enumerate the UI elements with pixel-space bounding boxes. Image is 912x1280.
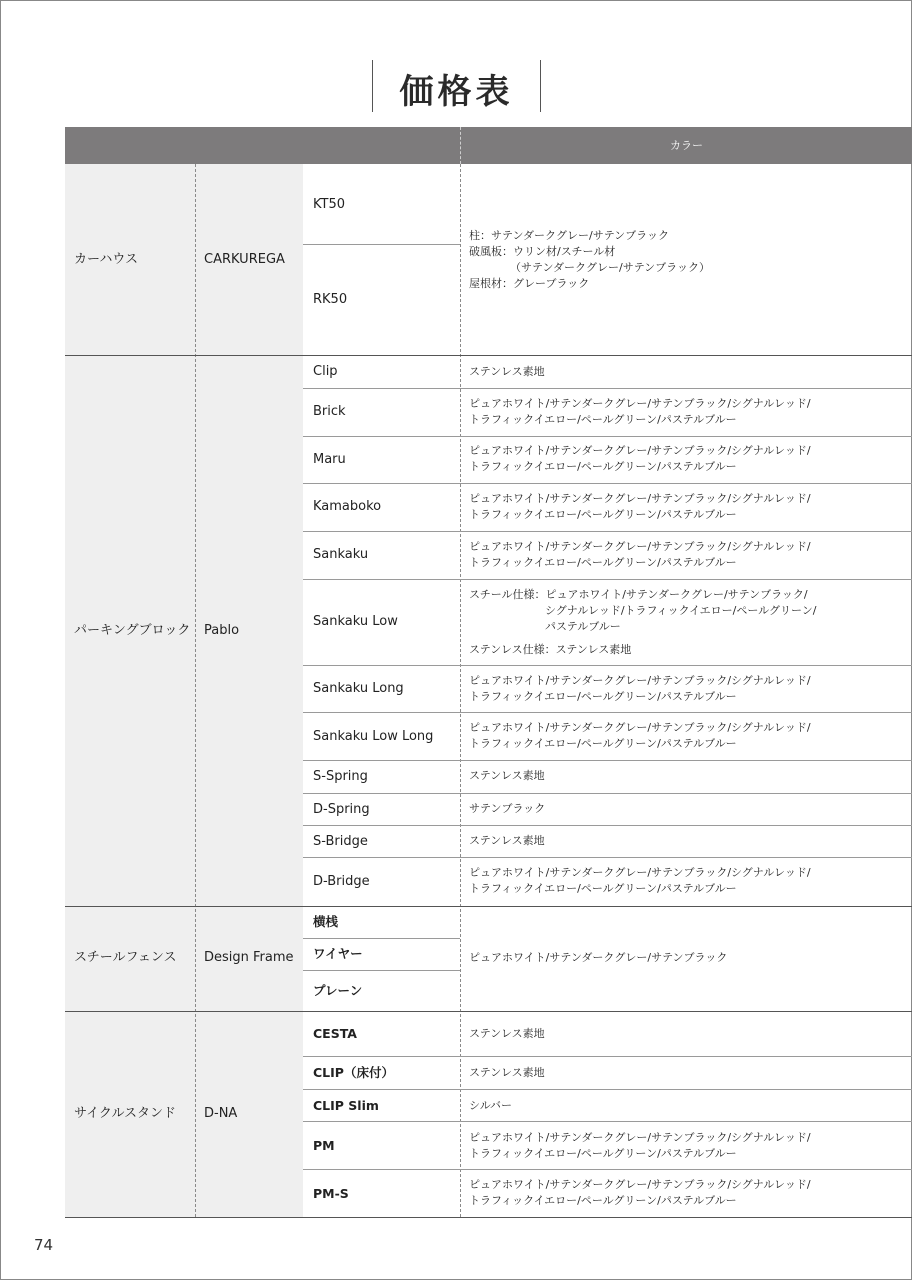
color-text: ピュアホワイト/サテンダークグレー/サテンブラック/シグナルレッド/ [469,1178,811,1191]
product-name: Sankaku [313,547,369,562]
color-text: （サテンダークグレー/サテンブラック） [510,261,710,274]
color-text: 柱：サテンダークグレー/サテンブラック [469,229,669,242]
product-name: Sankaku Low [313,614,398,629]
row-divider [303,1089,912,1090]
product-name: Sankaku Long [313,681,404,696]
color-text: ステンレス仕様：ステンレス素地 [469,643,632,656]
color-text: トラフィックイエロー/ペールグリーン/パステルブルー [469,556,737,569]
table-header [65,127,912,164]
row-divider [303,793,912,794]
product-color-divider [460,164,461,1217]
row-divider [303,665,912,666]
category-cycle-stand: サイクルスタンド [74,1106,177,1121]
color-text: シグナルレッド/トラフィックイエロー/ペールグリーン/ [545,604,817,617]
row-divider [303,1121,912,1122]
color-text: ステンレス素地 [469,1027,545,1040]
product-name: CLIP（床付） [313,1065,394,1080]
row-divider [303,244,460,245]
row-divider [303,970,460,971]
category-column-bg [65,164,303,1217]
row-divider [303,938,460,939]
series-d-na: D-NA [204,1106,238,1121]
color-text: ステンレス素地 [469,365,545,378]
product-name: CESTA [313,1026,357,1041]
color-text: パステルブルー [545,620,621,633]
header-color-label: カラー [670,139,703,152]
product-name: Sankaku Low Long [313,729,434,744]
series-design-frame: Design Frame [204,950,294,965]
color-text: ピュアホワイト/サテンダークグレー/サテンブラック [469,951,728,964]
product-name: S-Bridge [313,834,368,849]
category-parking-block: パーキングブロック [74,623,191,638]
product-name: D-Spring [313,802,370,817]
color-text: ピュアホワイト/サテンダークグレー/サテンブラック/シグナルレッド/ [469,1131,811,1144]
product-name: CLIP Slim [313,1098,379,1113]
color-text: ピュアホワイト/サテンダークグレー/サテンブラック/シグナルレッド/ [469,397,811,410]
row-divider [303,712,912,713]
color-text: トラフィックイエロー/ペールグリーン/パステルブルー [469,508,737,521]
color-text: シルバー [469,1099,512,1112]
color-text: ピュアホワイト/サテンダークグレー/サテンブラック/シグナルレッド/ [469,721,811,734]
page-title: 価格表 [399,72,514,112]
color-text: 屋根材：グレーブラック [469,277,590,290]
section-divider [65,1011,912,1012]
color-text: ステンレス素地 [469,1066,545,1079]
row-divider [303,1169,912,1170]
row-divider [303,1056,912,1057]
table-bottom-border [65,1217,912,1218]
row-divider [303,436,912,437]
row-divider [303,483,912,484]
category-series-divider [195,164,196,1217]
color-text: ピュアホワイト/サテンダークグレー/サテンブラック/シグナルレッド/ [469,674,811,687]
color-text: トラフィックイエロー/ペールグリーン/パステルブルー [469,1147,737,1160]
color-text: トラフィックイエロー/ペールグリーン/パステルブルー [469,690,737,703]
product-name: PM [313,1138,335,1153]
category-steel-fence: スチールフェンス [74,950,177,965]
product-name: Clip [313,364,338,379]
page-number: 74 [34,1236,54,1254]
product-name: Maru [313,452,346,467]
product-name: ワイヤー [313,946,363,961]
product-name: KT50 [313,197,345,212]
color-text: ステンレス素地 [469,834,545,847]
section-divider [65,355,912,356]
product-name: Kamaboko [313,499,382,514]
row-divider [303,579,912,580]
product-name: 横桟 [313,914,339,929]
color-text: トラフィックイエロー/ペールグリーン/パステルブルー [469,882,737,895]
row-divider [303,388,912,389]
color-text: トラフィックイエロー/ペールグリーン/パステルブルー [469,1194,737,1207]
title-box [372,60,541,112]
category-carhouse: カーハウス [74,252,138,267]
series-pablo: Pablo [204,623,240,638]
color-text: トラフィックイエロー/ペールグリーン/パステルブルー [469,460,737,473]
product-name: Brick [313,404,346,419]
color-text: トラフィックイエロー/ペールグリーン/パステルブルー [469,737,737,750]
product-name: PM-S [313,1186,349,1201]
product-name: プレーン [313,983,363,998]
color-text: ピュアホワイト/サテンダークグレー/サテンブラック/シグナルレッド/ [469,444,811,457]
product-name: S-Spring [313,769,368,784]
row-divider [303,825,912,826]
color-text: ピュアホワイト/サテンダークグレー/サテンブラック/シグナルレッド/ [469,866,811,879]
color-text: スチール仕様：ピュアホワイト/サテンダークグレー/サテンブラック/ [469,588,808,601]
color-text: ピュアホワイト/サテンダークグレー/サテンブラック/シグナルレッド/ [469,540,811,553]
color-text: ピュアホワイト/サテンダークグレー/サテンブラック/シグナルレッド/ [469,492,811,505]
color-text: サテンブラック [469,802,546,815]
color-text: 破風板：ウリン材/スチール材 [469,245,616,258]
row-divider [303,857,912,858]
color-text: ステンレス素地 [469,769,545,782]
row-divider [303,760,912,761]
color-text: トラフィックイエロー/ペールグリーン/パステルブルー [469,413,737,426]
section-divider [65,906,912,907]
product-name: D-Bridge [313,874,370,889]
series-carkurega: CARKUREGA [204,252,285,267]
product-name: RK50 [313,292,348,307]
row-divider [303,531,912,532]
